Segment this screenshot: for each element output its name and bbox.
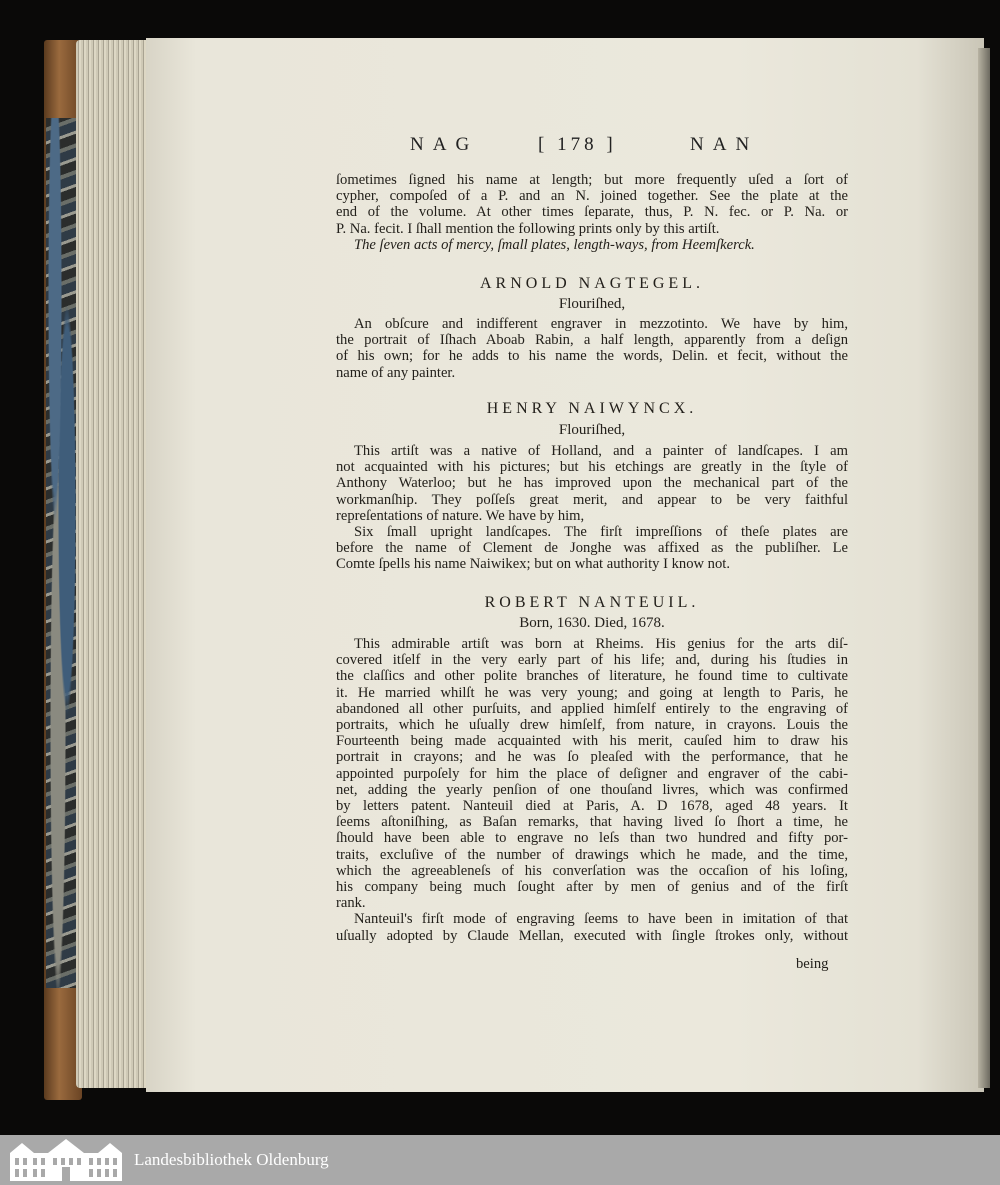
section-subheading: Flouriſhed,	[558, 422, 626, 438]
section-heading: ARNOLD NAGTEGEL.	[480, 275, 704, 292]
text-line: the claſſics and other polite branches of literature, he found time to cultivate	[336, 668, 848, 685]
section-subheading: Born, 1630. Died, 1678.	[519, 615, 665, 631]
text-line: This artiſt was a native of Holland, and a painter of landſcapes. I am	[354, 443, 848, 459]
text-line: his company being much ſought after by men of genius and of the firſt	[336, 879, 848, 896]
text-line: by letters patent. Nanteuil died at Paris, A. D 1678, aged 48 years. It	[336, 798, 848, 815]
text-line: P. Na. fecit. I ſhall mention the following prints only by this artiſt.	[336, 220, 720, 237]
text-line: portraits, which he uſually drew himſelf, from nature, in crayons. Louis the	[336, 717, 848, 734]
text-line: ſhould have been able to engrave no leſs than two hundred and fifty por-	[336, 830, 848, 847]
running-head-left: NAG	[410, 134, 479, 155]
library-building-logo-icon	[8, 1137, 124, 1183]
text-line: Comte ſpells his name Naiwikex; but on what authority I know not.	[336, 556, 730, 573]
text-line: cypher, compoſed of a P. and an N. joined together. See the plate at the	[336, 188, 848, 205]
intro-paragraph	[336, 172, 848, 253]
running-head-right: NAN	[690, 134, 759, 155]
marbled-endpaper	[46, 118, 76, 988]
text-line: portrait in crayons; and he was ſo pleaſed with the performance, that he	[336, 749, 848, 766]
text-line: not acquainted with his pictures; but his etchings are greatly in the ſtyle of	[336, 459, 848, 476]
text-line: ſeems aſtoniſhing, as Baſan remarks, that having lived ſo ſhort a time, he	[336, 814, 848, 831]
text-line: of his own; for he adds to his name the words, Delin. et fecit, without the	[336, 348, 848, 365]
text-line: it. He married whilſt he was very young; and going at length to Paris, he	[336, 684, 848, 701]
text-line: repreſentations of nature. We have by him,	[336, 507, 585, 524]
text-line: workmanſhip. They poſſeſs great merit, and appear to be very faithful	[336, 491, 848, 508]
text-line: abandoned all other purſuits, and applied himſelf entirely to the engraving of	[336, 700, 848, 717]
section-paragraph	[336, 316, 848, 381]
text-line: The ſeven acts of mercy, ſmall plates, length-ways, from Heemſkerck.	[354, 236, 755, 253]
section-subheading: Flouriſhed,	[558, 296, 626, 312]
text-line: covered itſelf in the very early part of his life; and, during his ſtudies in	[336, 652, 848, 669]
section-heading: ROBERT NANTEUIL.	[484, 594, 700, 611]
text-line: An obſcure and indifferent engraver in mezzotinto. We have by him,	[354, 316, 848, 332]
folio: [ 178 ]	[538, 134, 617, 155]
section-paragraph	[336, 443, 848, 573]
text-line: net, adding the yearly penſion of one thouſand livres, which was confirmed	[336, 781, 848, 798]
section-heading: HENRY NAIWYNCX.	[486, 400, 698, 417]
text-line: Six ſmall upright landſcapes. The firſt impreſſions of theſe plates are	[354, 524, 848, 541]
section-paragraph	[336, 636, 848, 944]
library-name: Landesbibliothek Oldenburg	[134, 1150, 329, 1169]
text-line: the portrait of Iſhach Aboab Rabin, a half length, apparently from a deſign	[336, 332, 848, 349]
text-line: name of any painter.	[336, 364, 456, 381]
page-edges	[76, 40, 150, 1088]
text-line: end of the volume. At other times ſeparate, thus, P. N. fec. or P. Na. or	[336, 204, 848, 221]
text-line: Fourteenth being made acquainted with his merit, cauſed him to draw his	[336, 733, 848, 750]
text-line: Nanteuil's firſt mode of engraving ſeems to have been in imitation of that	[354, 911, 848, 928]
text-line: Anthony Waterloo; but he has improved upon the mechanical part of the	[336, 475, 848, 492]
text-line: rank.	[336, 895, 366, 912]
text-line: uſually adopted by Claude Mellan, executed with ſingle ſtrokes only, without	[336, 927, 848, 944]
text-line: appointed purpoſely for him the place of deſigner and engraver of the cabi-	[336, 765, 848, 782]
text-line: traits, excluſive of the number of drawings which he made, and the time,	[336, 846, 848, 863]
text-line: ſometimes ſigned his name at length; but more frequently uſed a ſort of	[336, 172, 848, 188]
text-line: before the name of Clement de Jonghe was affixed as the publiſher. Le	[336, 540, 848, 557]
page-gutter-shadow	[978, 48, 990, 1088]
catchword: being	[796, 956, 829, 972]
text-line: which the agreeableneſs of his converſation was the occaſion of his loſing,	[336, 862, 848, 879]
text-line: This admirable artiſt was born at Rheims. His genius for the arts diſ-	[354, 636, 848, 652]
